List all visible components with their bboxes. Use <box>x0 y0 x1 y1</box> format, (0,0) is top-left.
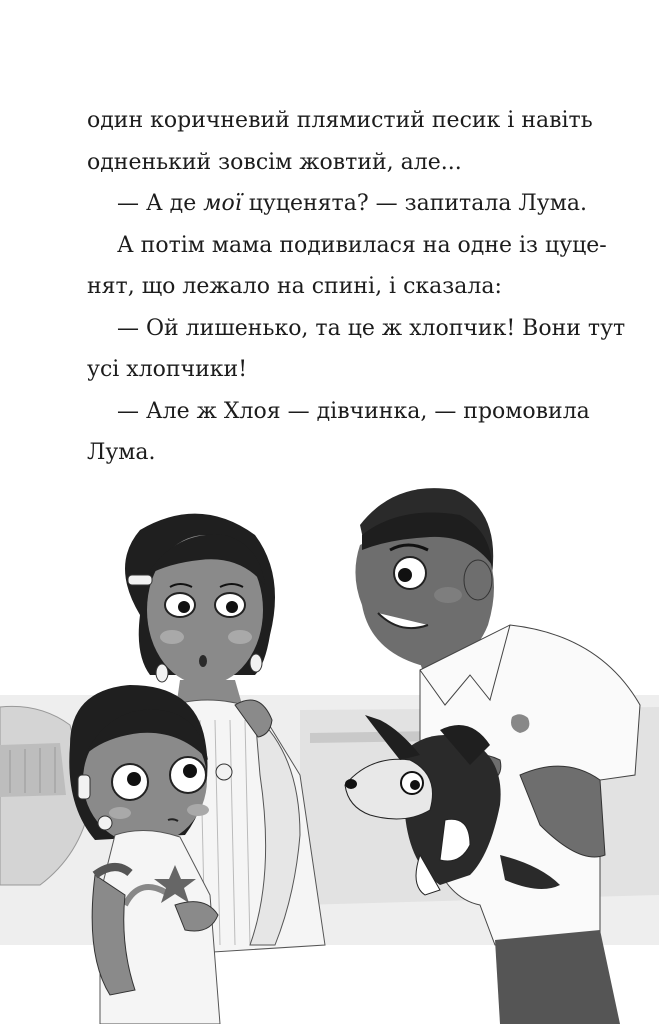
text-line-5: нят, що лежало на спині, і сказала: <box>87 274 502 299</box>
text-line-7: усі хлопчики! <box>87 357 248 382</box>
text-line-9: Лума. <box>87 440 156 465</box>
story-text <box>87 100 626 474</box>
text-line-2: одненький зовсім жовтий, але... <box>87 149 462 175</box>
emphasis-word: мої <box>203 191 242 216</box>
text-line-8: — Але ж Хлоя — дівчинка, — промовила <box>117 398 590 424</box>
text-line-4: А потім мама подивилася на одне із цуце- <box>117 232 607 258</box>
illustration <box>0 475 659 1024</box>
text-line-3 <box>87 183 587 225</box>
text-line-6: — Ой лишенько, та це ж хлопчик! Вони тут <box>117 315 626 341</box>
text-line-3-post: цуценята? — запитала Лума. <box>241 191 587 216</box>
text-line-3-pre: — А де <box>117 191 204 216</box>
text-line-1: один коричневий плямистий песик і навіть <box>87 108 593 133</box>
illustration-svg <box>0 475 659 1024</box>
